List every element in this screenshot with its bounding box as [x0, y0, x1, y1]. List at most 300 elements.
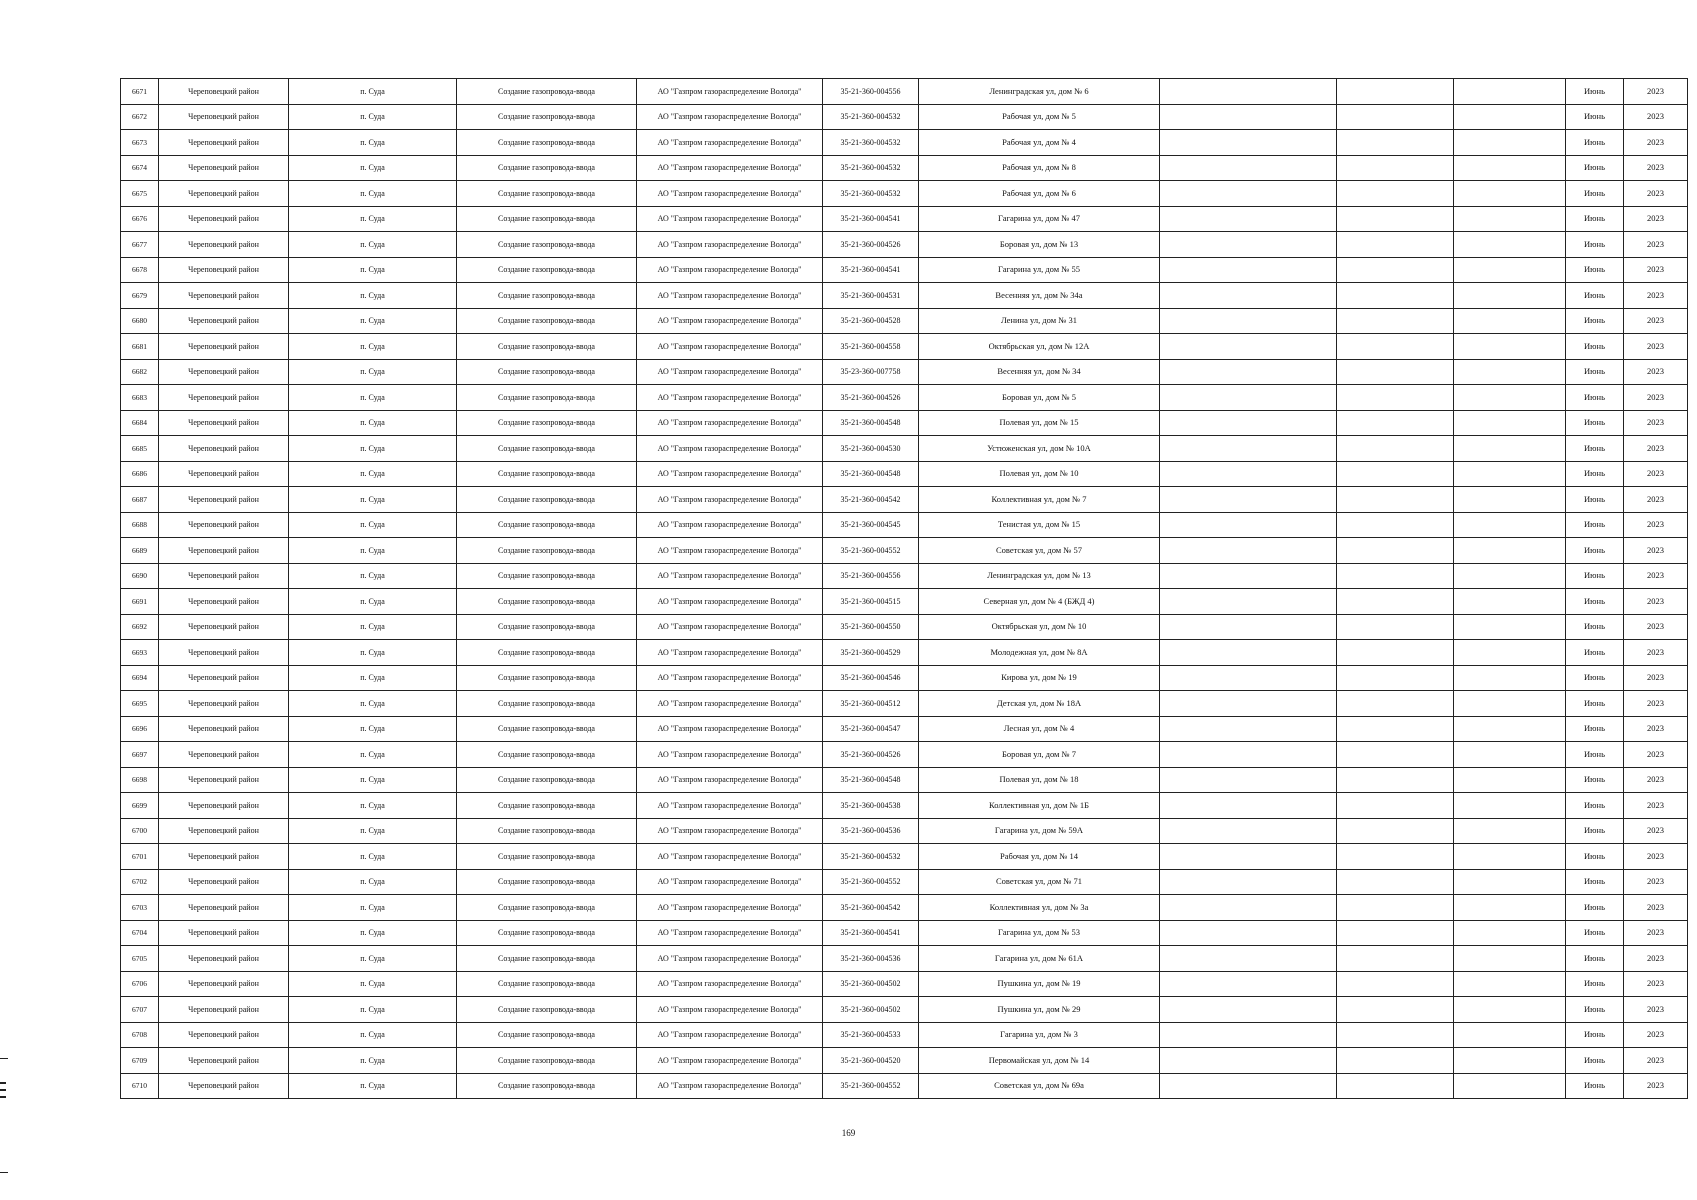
cell-empty	[1160, 283, 1337, 309]
cell-address: Рабочая ул, дом № 6	[919, 181, 1160, 207]
cell-address: Первомайская ул, дом № 14	[919, 1048, 1160, 1074]
cell-empty	[1160, 257, 1337, 283]
cell-month: Июнь	[1566, 793, 1624, 819]
table-row	[121, 308, 1688, 334]
cell-empty	[1160, 716, 1337, 742]
cell-empty	[1454, 640, 1566, 666]
cell-locality: п. Суда	[289, 206, 457, 232]
cell-organization: АО "Газпром газораспределение Вологда"	[637, 385, 823, 411]
cell-district: Череповецкий район	[159, 665, 289, 691]
cell-year: 2023	[1624, 971, 1688, 997]
cell-empty	[1160, 742, 1337, 768]
cell-empty	[1160, 410, 1337, 436]
cell-month: Июнь	[1566, 946, 1624, 972]
table-row	[121, 614, 1688, 640]
cell-district: Череповецкий район	[159, 818, 289, 844]
cell-empty	[1160, 920, 1337, 946]
cell-month: Июнь	[1566, 589, 1624, 615]
cell-organization: АО "Газпром газораспределение Вологда"	[637, 334, 823, 360]
cell-district: Череповецкий район	[159, 538, 289, 564]
cell-row-number: 6689	[121, 538, 159, 564]
cell-address: Рабочая ул, дом № 8	[919, 155, 1160, 181]
cell-work-type: Создание газопровода-ввода	[457, 130, 637, 156]
cell-month: Июнь	[1566, 130, 1624, 156]
table-row	[121, 410, 1688, 436]
table-row	[121, 512, 1688, 538]
cell-year: 2023	[1624, 1022, 1688, 1048]
table-row	[121, 716, 1688, 742]
cell-cadastral-number: 35-21-360-004548	[823, 410, 919, 436]
cell-month: Июнь	[1566, 334, 1624, 360]
cell-organization: АО "Газпром газораспределение Вологда"	[637, 767, 823, 793]
cell-address: Советская ул, дом № 69а	[919, 1073, 1160, 1099]
cell-month: Июнь	[1566, 869, 1624, 895]
cell-empty	[1160, 818, 1337, 844]
cell-empty	[1454, 130, 1566, 156]
cell-locality: п. Суда	[289, 691, 457, 717]
cell-empty	[1454, 436, 1566, 462]
cell-year: 2023	[1624, 104, 1688, 130]
cell-empty	[1160, 971, 1337, 997]
cell-row-number: 6687	[121, 487, 159, 513]
cell-row-number: 6684	[121, 410, 159, 436]
cell-year: 2023	[1624, 461, 1688, 487]
cell-locality: п. Суда	[289, 436, 457, 462]
cell-empty	[1337, 614, 1454, 640]
cell-locality: п. Суда	[289, 818, 457, 844]
cell-month: Июнь	[1566, 487, 1624, 513]
cell-work-type: Создание газопровода-ввода	[457, 79, 637, 105]
cell-district: Череповецкий район	[159, 1022, 289, 1048]
cell-month: Июнь	[1566, 436, 1624, 462]
cell-month: Июнь	[1566, 844, 1624, 870]
cell-empty	[1160, 997, 1337, 1023]
cell-locality: п. Суда	[289, 130, 457, 156]
cell-month: Июнь	[1566, 206, 1624, 232]
cell-year: 2023	[1624, 79, 1688, 105]
cell-address: Октябрьская ул, дом № 12А	[919, 334, 1160, 360]
cell-empty	[1160, 538, 1337, 564]
cell-locality: п. Суда	[289, 410, 457, 436]
cell-month: Июнь	[1566, 257, 1624, 283]
cell-empty	[1454, 997, 1566, 1023]
cell-month: Июнь	[1566, 512, 1624, 538]
cell-empty	[1454, 920, 1566, 946]
cell-organization: АО "Газпром газораспределение Вологда"	[637, 716, 823, 742]
cell-row-number: 6683	[121, 385, 159, 411]
scan-edge-mark	[0, 1089, 6, 1091]
table-row	[121, 971, 1688, 997]
cell-cadastral-number: 35-21-360-004542	[823, 487, 919, 513]
cell-month: Июнь	[1566, 232, 1624, 258]
cell-organization: АО "Газпром газораспределение Вологда"	[637, 1022, 823, 1048]
cell-address: Гагарина ул, дом № 61А	[919, 946, 1160, 972]
cell-empty	[1337, 257, 1454, 283]
cell-month: Июнь	[1566, 181, 1624, 207]
cell-row-number: 6674	[121, 155, 159, 181]
cell-address: Рабочая ул, дом № 5	[919, 104, 1160, 130]
cell-address: Боровая ул, дом № 13	[919, 232, 1160, 258]
cell-empty	[1337, 538, 1454, 564]
cell-empty	[1337, 1022, 1454, 1048]
cell-organization: АО "Газпром газораспределение Вологда"	[637, 997, 823, 1023]
cell-district: Череповецкий район	[159, 640, 289, 666]
cell-work-type: Создание газопровода-ввода	[457, 818, 637, 844]
cell-work-type: Создание газопровода-ввода	[457, 844, 637, 870]
cell-work-type: Создание газопровода-ввода	[457, 563, 637, 589]
cell-address: Боровая ул, дом № 5	[919, 385, 1160, 411]
cell-empty	[1160, 155, 1337, 181]
table-row	[121, 283, 1688, 309]
cell-year: 2023	[1624, 410, 1688, 436]
cell-address: Ленина ул, дом № 31	[919, 308, 1160, 334]
cell-cadastral-number: 35-21-360-004550	[823, 614, 919, 640]
cell-locality: п. Суда	[289, 920, 457, 946]
cell-empty	[1454, 410, 1566, 436]
cell-cadastral-number: 35-21-360-004532	[823, 155, 919, 181]
cell-locality: п. Суда	[289, 793, 457, 819]
cell-district: Череповецкий район	[159, 385, 289, 411]
cell-work-type: Создание газопровода-ввода	[457, 1022, 637, 1048]
cell-cadastral-number: 35-21-360-004542	[823, 895, 919, 921]
cell-organization: АО "Газпром газораспределение Вологда"	[637, 130, 823, 156]
cell-organization: АО "Газпром газораспределение Вологда"	[637, 1073, 823, 1099]
cell-year: 2023	[1624, 538, 1688, 564]
cell-empty	[1454, 308, 1566, 334]
cell-organization: АО "Газпром газораспределение Вологда"	[637, 538, 823, 564]
table-row	[121, 79, 1688, 105]
cell-organization: АО "Газпром газораспределение Вологда"	[637, 283, 823, 309]
cell-work-type: Создание газопровода-ввода	[457, 538, 637, 564]
cell-work-type: Создание газопровода-ввода	[457, 691, 637, 717]
cell-organization: АО "Газпром газораспределение Вологда"	[637, 436, 823, 462]
cell-work-type: Создание газопровода-ввода	[457, 589, 637, 615]
cell-organization: АО "Газпром газораспределение Вологда"	[637, 640, 823, 666]
cell-cadastral-number: 35-21-360-004515	[823, 589, 919, 615]
cell-locality: п. Суда	[289, 614, 457, 640]
cell-empty	[1454, 155, 1566, 181]
cell-locality: п. Суда	[289, 946, 457, 972]
cell-address: Кирова ул, дом № 19	[919, 665, 1160, 691]
cell-month: Июнь	[1566, 818, 1624, 844]
scan-edge-mark	[0, 1172, 8, 1173]
cell-empty	[1160, 308, 1337, 334]
cell-district: Череповецкий район	[159, 997, 289, 1023]
cell-empty	[1160, 844, 1337, 870]
cell-month: Июнь	[1566, 971, 1624, 997]
cell-empty	[1160, 436, 1337, 462]
table-row	[121, 487, 1688, 513]
table-row	[121, 155, 1688, 181]
cell-year: 2023	[1624, 181, 1688, 207]
cell-row-number: 6703	[121, 895, 159, 921]
cell-year: 2023	[1624, 436, 1688, 462]
cell-organization: АО "Газпром газораспределение Вологда"	[637, 869, 823, 895]
cell-locality: п. Суда	[289, 232, 457, 258]
cell-row-number: 6697	[121, 742, 159, 768]
cell-empty	[1454, 793, 1566, 819]
cell-address: Боровая ул, дом № 7	[919, 742, 1160, 768]
cell-address: Лесная ул, дом № 4	[919, 716, 1160, 742]
cell-district: Череповецкий район	[159, 691, 289, 717]
cell-address: Коллективная ул, дом № 3а	[919, 895, 1160, 921]
cell-empty	[1454, 1073, 1566, 1099]
cell-empty	[1454, 1022, 1566, 1048]
cell-address: Ленинградская ул, дом № 13	[919, 563, 1160, 589]
cell-organization: АО "Газпром газораспределение Вологда"	[637, 971, 823, 997]
cell-year: 2023	[1624, 487, 1688, 513]
cell-month: Июнь	[1566, 563, 1624, 589]
cell-empty	[1337, 844, 1454, 870]
cell-row-number: 6679	[121, 283, 159, 309]
cell-year: 2023	[1624, 232, 1688, 258]
table-row	[121, 844, 1688, 870]
cell-organization: АО "Газпром газораспределение Вологда"	[637, 181, 823, 207]
cell-year: 2023	[1624, 716, 1688, 742]
cell-address: Коллективная ул, дом № 7	[919, 487, 1160, 513]
cell-year: 2023	[1624, 767, 1688, 793]
cell-year: 2023	[1624, 895, 1688, 921]
cell-empty	[1454, 818, 1566, 844]
cell-empty	[1454, 334, 1566, 360]
cell-month: Июнь	[1566, 308, 1624, 334]
cell-empty	[1454, 563, 1566, 589]
cell-empty	[1337, 997, 1454, 1023]
cell-district: Череповецкий район	[159, 461, 289, 487]
cell-year: 2023	[1624, 793, 1688, 819]
cell-work-type: Создание газопровода-ввода	[457, 742, 637, 768]
cell-organization: АО "Газпром газораспределение Вологда"	[637, 232, 823, 258]
cell-row-number: 6688	[121, 512, 159, 538]
cell-address: Весенняя ул, дом № 34а	[919, 283, 1160, 309]
cell-district: Череповецкий район	[159, 614, 289, 640]
cell-organization: АО "Газпром газораспределение Вологда"	[637, 359, 823, 385]
cell-work-type: Создание газопровода-ввода	[457, 461, 637, 487]
cell-empty	[1454, 767, 1566, 793]
cell-work-type: Создание газопровода-ввода	[457, 946, 637, 972]
cell-empty	[1337, 206, 1454, 232]
table-row	[121, 869, 1688, 895]
cell-district: Череповецкий район	[159, 410, 289, 436]
cell-year: 2023	[1624, 818, 1688, 844]
cell-locality: п. Суда	[289, 640, 457, 666]
cell-work-type: Создание газопровода-ввода	[457, 716, 637, 742]
table-row	[121, 767, 1688, 793]
table-row	[121, 946, 1688, 972]
cell-empty	[1337, 665, 1454, 691]
cell-locality: п. Суда	[289, 334, 457, 360]
cell-organization: АО "Газпром газораспределение Вологда"	[637, 155, 823, 181]
cell-organization: АО "Газпром газораспределение Вологда"	[637, 844, 823, 870]
cell-cadastral-number: 35-21-360-004546	[823, 665, 919, 691]
cell-work-type: Создание газопровода-ввода	[457, 155, 637, 181]
cell-district: Череповецкий район	[159, 895, 289, 921]
cell-empty	[1337, 1048, 1454, 1074]
cell-row-number: 6707	[121, 997, 159, 1023]
cell-year: 2023	[1624, 563, 1688, 589]
cell-district: Череповецкий район	[159, 767, 289, 793]
table-body	[121, 79, 1688, 1099]
cell-empty	[1454, 385, 1566, 411]
cell-locality: п. Суда	[289, 257, 457, 283]
cell-month: Июнь	[1566, 742, 1624, 768]
cell-organization: АО "Газпром газораспределение Вологда"	[637, 1048, 823, 1074]
cell-cadastral-number: 35-21-360-004541	[823, 920, 919, 946]
cell-address: Полевая ул, дом № 15	[919, 410, 1160, 436]
cell-month: Июнь	[1566, 895, 1624, 921]
table-row	[121, 563, 1688, 589]
cell-month: Июнь	[1566, 1022, 1624, 1048]
cell-empty	[1454, 614, 1566, 640]
cell-month: Июнь	[1566, 385, 1624, 411]
cell-cadastral-number: 35-21-360-004502	[823, 997, 919, 1023]
cell-empty	[1337, 716, 1454, 742]
cell-empty	[1337, 691, 1454, 717]
cell-month: Июнь	[1566, 1073, 1624, 1099]
cell-empty	[1160, 181, 1337, 207]
cell-row-number: 6693	[121, 640, 159, 666]
cell-work-type: Создание газопровода-ввода	[457, 512, 637, 538]
cell-empty	[1160, 232, 1337, 258]
cell-address: Детская ул, дом № 18А	[919, 691, 1160, 717]
cell-empty	[1454, 869, 1566, 895]
cell-work-type: Создание газопровода-ввода	[457, 1073, 637, 1099]
cell-cadastral-number: 35-21-360-004556	[823, 563, 919, 589]
cell-empty	[1160, 206, 1337, 232]
cell-month: Июнь	[1566, 997, 1624, 1023]
cell-year: 2023	[1624, 257, 1688, 283]
cell-address: Молодежная ул, дом № 8А	[919, 640, 1160, 666]
cell-month: Июнь	[1566, 640, 1624, 666]
cell-cadastral-number: 35-21-360-004552	[823, 538, 919, 564]
cell-cadastral-number: 35-21-360-004526	[823, 742, 919, 768]
cell-cadastral-number: 35-21-360-004526	[823, 232, 919, 258]
cell-work-type: Создание газопровода-ввода	[457, 104, 637, 130]
cell-empty	[1337, 155, 1454, 181]
cell-district: Череповецкий район	[159, 920, 289, 946]
cell-row-number: 6706	[121, 971, 159, 997]
cell-year: 2023	[1624, 742, 1688, 768]
table-row	[121, 130, 1688, 156]
cell-cadastral-number: 35-23-360-007758	[823, 359, 919, 385]
cell-empty	[1337, 512, 1454, 538]
cell-cadastral-number: 35-21-360-004552	[823, 1073, 919, 1099]
cell-district: Череповецкий район	[159, 334, 289, 360]
cell-locality: п. Суда	[289, 665, 457, 691]
cell-locality: п. Суда	[289, 563, 457, 589]
cell-organization: АО "Газпром газораспределение Вологда"	[637, 793, 823, 819]
cell-address: Гагарина ул, дом № 53	[919, 920, 1160, 946]
cell-empty	[1454, 257, 1566, 283]
cell-empty	[1454, 895, 1566, 921]
cell-address: Весенняя ул, дом № 34	[919, 359, 1160, 385]
cell-empty	[1337, 742, 1454, 768]
cell-work-type: Создание газопровода-ввода	[457, 793, 637, 819]
table-row	[121, 359, 1688, 385]
cell-empty	[1454, 538, 1566, 564]
data-table	[120, 78, 1688, 1099]
cell-district: Череповецкий район	[159, 79, 289, 105]
cell-empty	[1337, 920, 1454, 946]
cell-locality: п. Суда	[289, 869, 457, 895]
cell-district: Череповецкий район	[159, 589, 289, 615]
cell-year: 2023	[1624, 155, 1688, 181]
cell-organization: АО "Газпром газораспределение Вологда"	[637, 920, 823, 946]
cell-year: 2023	[1624, 869, 1688, 895]
cell-address: Гагарина ул, дом № 47	[919, 206, 1160, 232]
cell-work-type: Создание газопровода-ввода	[457, 1048, 637, 1074]
cell-cadastral-number: 35-21-360-004541	[823, 257, 919, 283]
cell-organization: АО "Газпром газораспределение Вологда"	[637, 895, 823, 921]
cell-year: 2023	[1624, 920, 1688, 946]
cell-row-number: 6691	[121, 589, 159, 615]
cell-empty	[1160, 1073, 1337, 1099]
cell-row-number: 6696	[121, 716, 159, 742]
cell-empty	[1160, 1022, 1337, 1048]
cell-month: Июнь	[1566, 359, 1624, 385]
cell-empty	[1454, 844, 1566, 870]
cell-cadastral-number: 35-21-360-004532	[823, 181, 919, 207]
cell-address: Пушкина ул, дом № 29	[919, 997, 1160, 1023]
cell-district: Череповецкий район	[159, 283, 289, 309]
cell-cadastral-number: 35-21-360-004520	[823, 1048, 919, 1074]
cell-month: Июнь	[1566, 1048, 1624, 1074]
cell-empty	[1454, 359, 1566, 385]
cell-empty	[1454, 461, 1566, 487]
cell-empty	[1160, 79, 1337, 105]
cell-locality: п. Суда	[289, 716, 457, 742]
cell-empty	[1454, 716, 1566, 742]
cell-work-type: Создание газопровода-ввода	[457, 359, 637, 385]
cell-address: Полевая ул, дом № 10	[919, 461, 1160, 487]
cell-empty	[1337, 359, 1454, 385]
cell-empty	[1160, 614, 1337, 640]
table-row	[121, 257, 1688, 283]
cell-district: Череповецкий район	[159, 1048, 289, 1074]
cell-district: Череповецкий район	[159, 206, 289, 232]
cell-empty	[1160, 1048, 1337, 1074]
cell-district: Череповецкий район	[159, 308, 289, 334]
cell-empty	[1454, 1048, 1566, 1074]
cell-empty	[1454, 79, 1566, 105]
cell-empty	[1337, 232, 1454, 258]
table-row	[121, 334, 1688, 360]
cell-work-type: Создание газопровода-ввода	[457, 436, 637, 462]
cell-locality: п. Суда	[289, 385, 457, 411]
cell-empty	[1454, 232, 1566, 258]
cell-empty	[1160, 793, 1337, 819]
cell-organization: АО "Газпром газораспределение Вологда"	[637, 410, 823, 436]
cell-district: Череповецкий район	[159, 563, 289, 589]
cell-row-number: 6700	[121, 818, 159, 844]
cell-organization: АО "Газпром газораспределение Вологда"	[637, 461, 823, 487]
table-row	[121, 742, 1688, 768]
cell-locality: п. Суда	[289, 308, 457, 334]
cell-empty	[1160, 104, 1337, 130]
cell-row-number: 6704	[121, 920, 159, 946]
cell-empty	[1337, 895, 1454, 921]
cell-organization: АО "Газпром газораспределение Вологда"	[637, 104, 823, 130]
cell-locality: п. Суда	[289, 1048, 457, 1074]
cell-locality: п. Суда	[289, 997, 457, 1023]
cell-address: Полевая ул, дом № 18	[919, 767, 1160, 793]
cell-row-number: 6699	[121, 793, 159, 819]
cell-cadastral-number: 35-21-360-004556	[823, 79, 919, 105]
cell-district: Череповецкий район	[159, 716, 289, 742]
cell-work-type: Создание газопровода-ввода	[457, 971, 637, 997]
cell-row-number: 6702	[121, 869, 159, 895]
cell-month: Июнь	[1566, 920, 1624, 946]
